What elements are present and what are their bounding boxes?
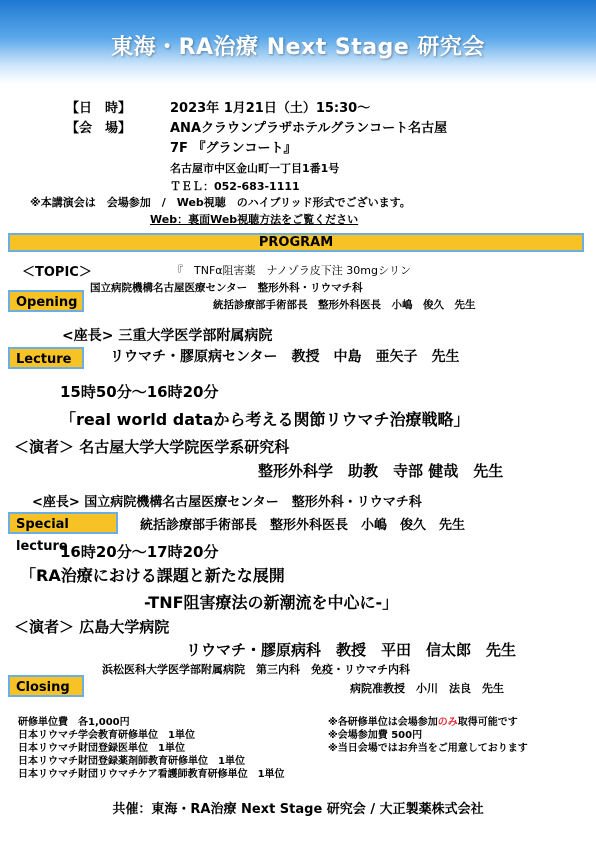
opening-affiliation: 国立病院機構名古屋医療センター 整形外科・リウマチ科 [90, 282, 363, 294]
lecture-title: 「real world dataから考える関節リウマチ治療戦略」 [60, 410, 470, 429]
credit-onsite-note-pre: ※各研修単位は会場参加 [328, 717, 438, 728]
program-heading: PROGRAM [8, 233, 584, 252]
sponsor-footer: 共催：東海・RA治療 Next Stage 研究会 / 大正製薬株式会社 [112, 802, 484, 817]
credit-jcr-education: 日本リウマチ学会教育研修単位 1単位 [18, 730, 195, 741]
date-label: 【日 時】 [66, 101, 132, 116]
special-speaker-affiliation: ＜演者＞ 広島大学病院 [14, 618, 170, 636]
web-viewing-note: Web：裏面Web視聴方法をご覧ください [150, 213, 359, 226]
onsite-fee-note: ※会場参加費 500円 [328, 730, 423, 741]
credit-jrf-nurse: 日本リウマチ財団リウマチケア看護師教育研修単位 1単位 [18, 769, 285, 780]
topic-text: 『 TNFα阻害薬 ナノゾラ皮下注 30mgシリン [172, 264, 411, 277]
closing-affiliation: 浜松医科大学医学部附属病院 第三内科 免疫・リウマチ内科 [102, 663, 410, 676]
venue-label: 【会 場】 [66, 121, 132, 136]
credit-fee: 研修単位費 各1,000円 [18, 717, 130, 728]
header-banner [0, 0, 596, 84]
special-lecture-tag: Special lecture [8, 512, 118, 534]
closing-tag: Closing [8, 675, 84, 697]
special-title-main: 「RA治療における課題と新たな展開 [20, 566, 285, 585]
opening-tag: Opening [8, 290, 84, 312]
lecture-speaker-person: 整形外科学 助教 寺部 健哉 先生 [258, 462, 504, 480]
venue-address: 名古屋市中区金山町一丁目1番1号 [170, 162, 340, 175]
lunch-note: ※当日会場ではお弁当をご用意しております [328, 743, 528, 754]
credit-jrf-registered-doctor: 日本リウマチ財団登録医単位 1単位 [18, 743, 185, 754]
lecture-chair-affiliation: <座長> 三重大学医学部附属病院 [62, 328, 273, 344]
lecture-time: 15時50分～16時20分 [60, 383, 219, 401]
venue-tel: ＴＥＬ：052-683-1111 [170, 180, 300, 193]
hybrid-note: ※本講演会は 会場参加 / Web視聴 のハイブリッド形式でございます。 [30, 196, 411, 209]
credit-jrf-pharmacist: 日本リウマチ財団登録薬剤師教育研修単位 1単位 [18, 756, 245, 767]
credit-onsite-note-emphasis: のみ [437, 717, 458, 728]
date-value: 2023年 1月21日（土）15:30～ [170, 101, 371, 116]
lecture-chair-person: リウマチ・膠原病センター 教授 中島 亜矢子 先生 [110, 349, 460, 365]
special-chair-affiliation: <座長> 国立病院機構名古屋医療センター 整形外科・リウマチ科 [32, 495, 422, 510]
lecture-tag: Lecture [8, 347, 84, 369]
opening-person: 統括診療部手術部長 整形外科医長 小嶋 俊久 先生 [213, 299, 476, 311]
topic-label: ＜TOPIC＞ [22, 265, 92, 280]
credit-onsite-note-post: 取得可能です [457, 717, 518, 728]
closing-person: 病院准教授 小川 法良 先生 [350, 682, 504, 695]
venue-name: ANAクラウンプラザホテルグランコート名古屋 [170, 121, 448, 136]
special-speaker-person: リウマチ・膠原病科 教授 平田 信太郎 先生 [186, 641, 517, 659]
special-chair-person: 統括診療部手術部長 整形外科医長 小嶋 俊久 先生 [140, 518, 466, 533]
venue-room: 7F 『グランコート』 [170, 141, 297, 156]
event-title: 東海・RA治療 Next Stage 研究会 [111, 35, 485, 60]
special-time: 16時20分～17時20分 [60, 543, 219, 561]
lecture-speaker-affiliation: ＜演者＞ 名古屋大学大学院医学系研究科 [14, 438, 290, 456]
special-title-sub: -TNF阻害療法の新潮流を中心に-」 [144, 593, 399, 612]
